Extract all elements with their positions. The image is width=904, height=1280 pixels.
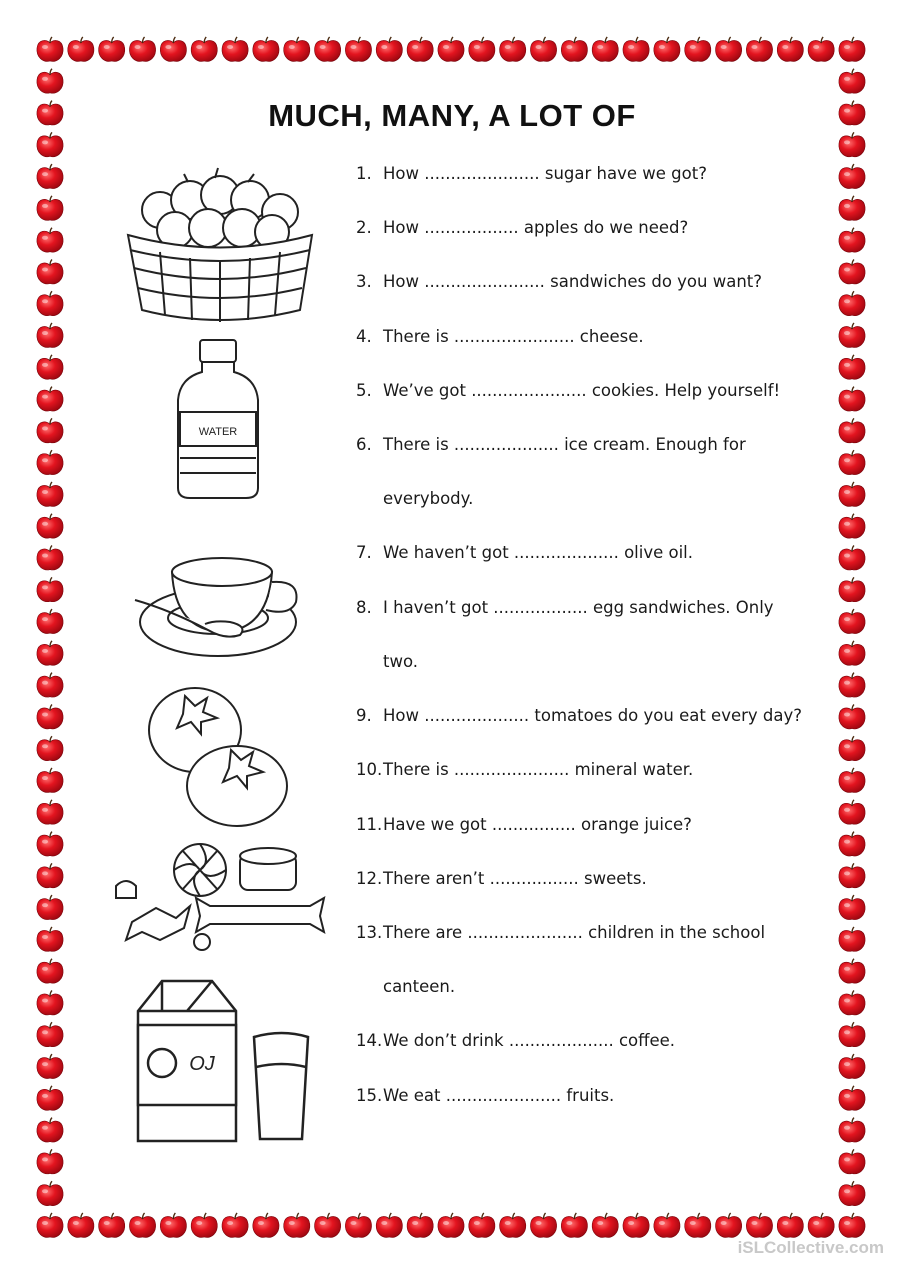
apple-icon [746, 1213, 772, 1237]
apple-icon [839, 577, 865, 601]
apple-icon [839, 927, 865, 951]
apple-icon [839, 387, 865, 411]
apple-icon [37, 991, 63, 1015]
apple-icon [37, 259, 63, 283]
apple-icon [839, 164, 865, 188]
apple-icon [438, 1213, 464, 1237]
apple-icon [716, 37, 742, 61]
apple-icon [839, 1054, 865, 1078]
question-item: 6. There is .................... ice cream. Enough for everybody. [356, 435, 746, 508]
apple-icon [716, 1213, 742, 1237]
apple-icon [253, 1213, 279, 1237]
apple-icon [839, 895, 865, 919]
apple-icon [37, 164, 63, 188]
apple-icon [191, 1213, 217, 1237]
water-label: WATER [198, 426, 238, 438]
apple-icon [839, 132, 865, 156]
apple-icon [808, 1213, 834, 1237]
apple-icon [37, 641, 63, 665]
apple-icon [839, 355, 865, 379]
apple-icon [37, 927, 63, 951]
apple-icon [407, 1213, 433, 1237]
question-item: 3. How ....................... sandwiches do you want? [356, 272, 763, 291]
apple-icon [37, 895, 63, 919]
question-continuation: two. [383, 652, 419, 671]
apple-icon [99, 37, 125, 61]
apple-icon [839, 1181, 865, 1205]
apple-icon [37, 768, 63, 792]
apple-icon [37, 863, 63, 887]
apple-icon [500, 1213, 526, 1237]
sweets-icon [112, 842, 327, 952]
apple-icon [284, 37, 310, 61]
apple-icon [839, 228, 865, 252]
apple-icon [407, 37, 433, 61]
apple-icon [777, 1213, 803, 1237]
apple-icon [839, 514, 865, 538]
apple-icon [37, 959, 63, 983]
apple-icon [839, 1213, 865, 1237]
apple-icon [500, 37, 526, 61]
apple-icon [37, 387, 63, 411]
apple-icon [129, 37, 155, 61]
apple-icon [839, 768, 865, 792]
question-item: 11.Have we got ................ orange juice? [356, 815, 692, 834]
apple-icon [37, 132, 63, 156]
apple-icon [99, 1213, 125, 1237]
orange-juice-carton-icon [132, 975, 312, 1147]
apple-icon [37, 577, 63, 601]
apple-basket-icon [120, 160, 320, 325]
apple-icon [68, 37, 94, 61]
apple-icon [808, 37, 834, 61]
apple-icon [37, 1086, 63, 1110]
apple-icon [37, 736, 63, 760]
question-item: 12.There aren’t ................. sweets. [356, 869, 647, 888]
watermark: iSLCollective.com [737, 1238, 884, 1257]
apple-icon [284, 1213, 310, 1237]
apple-icon [37, 418, 63, 442]
apple-icon [839, 863, 865, 887]
apple-icon [37, 37, 63, 61]
apple-icon [561, 37, 587, 61]
apple-icon [37, 704, 63, 728]
apple-icon [376, 1213, 402, 1237]
apple-icon [37, 1213, 63, 1237]
apple-icon [469, 1213, 495, 1237]
question-item: 13.There are ...................... children in the school canteen. [356, 923, 766, 996]
apple-icon [37, 514, 63, 538]
apple-icon [839, 69, 865, 93]
question-item: 7. We haven’t got .................... olive oil. [356, 543, 694, 562]
apple-icon [839, 673, 865, 697]
apple-icon [160, 37, 186, 61]
question-item: 8. I haven’t got .................. egg sandwiches. Only two. [356, 598, 774, 671]
apple-icon [839, 641, 865, 665]
question-continuation: canteen. [383, 977, 456, 996]
apple-icon [37, 1181, 63, 1205]
tomatoes-icon [145, 678, 290, 830]
apple-icon [160, 1213, 186, 1237]
apple-icon [654, 37, 680, 61]
apple-icon [839, 418, 865, 442]
apple-icon [37, 323, 63, 347]
oj-label: OJ [189, 1053, 215, 1075]
question-item: 1. How ...................... sugar have we got? [356, 164, 707, 183]
apple-icon [839, 1022, 865, 1046]
apple-icon [37, 196, 63, 220]
apple-icon [839, 609, 865, 633]
apple-icon [839, 259, 865, 283]
apple-icon [469, 37, 495, 61]
apple-icon [839, 1149, 865, 1173]
question-continuation: everybody. [383, 489, 474, 508]
apple-icon [839, 482, 865, 506]
apple-icon [561, 1213, 587, 1237]
apple-icon [37, 1118, 63, 1142]
apple-icon [623, 1213, 649, 1237]
apple-icon [37, 1149, 63, 1173]
apple-icon [746, 37, 772, 61]
apple-icon [37, 673, 63, 697]
apple-icon [222, 37, 248, 61]
apple-icon [191, 37, 217, 61]
apple-icon [253, 37, 279, 61]
teacup-icon [130, 530, 305, 662]
apple-icon [654, 1213, 680, 1237]
apple-icon [592, 1213, 618, 1237]
apple-icon [315, 37, 341, 61]
apple-icon [37, 450, 63, 474]
apple-icon [592, 37, 618, 61]
question-item: 10.There is ...................... mineral water. [356, 760, 694, 779]
apple-icon [37, 355, 63, 379]
apple-icon [839, 1118, 865, 1142]
apple-icon [839, 832, 865, 856]
water-bottle-icon [170, 338, 266, 500]
apple-icon [839, 704, 865, 728]
question-item: 4. There is ....................... cheese. [356, 327, 644, 346]
apple-icon [839, 323, 865, 347]
apple-icon [345, 1213, 371, 1237]
question-item: 2. How .................. apples do we need? [356, 218, 689, 237]
apple-icon [37, 800, 63, 824]
apple-icon [839, 37, 865, 61]
apple-icon [345, 37, 371, 61]
apple-icon [839, 736, 865, 760]
question-item: 9. How .................... tomatoes do you eat every day? [356, 706, 803, 725]
apple-icon [129, 1213, 155, 1237]
apple-icon [777, 37, 803, 61]
apple-icon [37, 546, 63, 570]
apple-icon [438, 37, 464, 61]
apple-icon [530, 1213, 556, 1237]
apple-icon [68, 1213, 94, 1237]
question-item: 14.We don’t drink .................... coffee. [356, 1031, 676, 1050]
apple-icon [839, 291, 865, 315]
apple-icon [839, 959, 865, 983]
apple-icon [839, 546, 865, 570]
apple-icon [37, 1054, 63, 1078]
apple-icon [315, 1213, 341, 1237]
question-item: 5. We’ve got ...................... cookies. Help yourself! [356, 381, 781, 400]
apple-icon [685, 37, 711, 61]
apple-icon [376, 37, 402, 61]
apple-icon [839, 800, 865, 824]
apple-icon [37, 291, 63, 315]
apple-icon [37, 832, 63, 856]
apple-icon [623, 37, 649, 61]
apple-icon [37, 69, 63, 93]
apple-icon [839, 991, 865, 1015]
apple-icon [685, 1213, 711, 1237]
apple-icon [839, 1086, 865, 1110]
apple-icon [222, 1213, 248, 1237]
page-title: MUCH, MANY, A LOT OF [268, 98, 636, 133]
apple-icon [37, 228, 63, 252]
apple-icon [839, 450, 865, 474]
apple-icon [37, 609, 63, 633]
apple-icon [530, 37, 556, 61]
apple-icon [37, 482, 63, 506]
apple-icon [37, 1022, 63, 1046]
apple-icon [839, 196, 865, 220]
question-item: 15.We eat ...................... fruits. [356, 1086, 615, 1105]
